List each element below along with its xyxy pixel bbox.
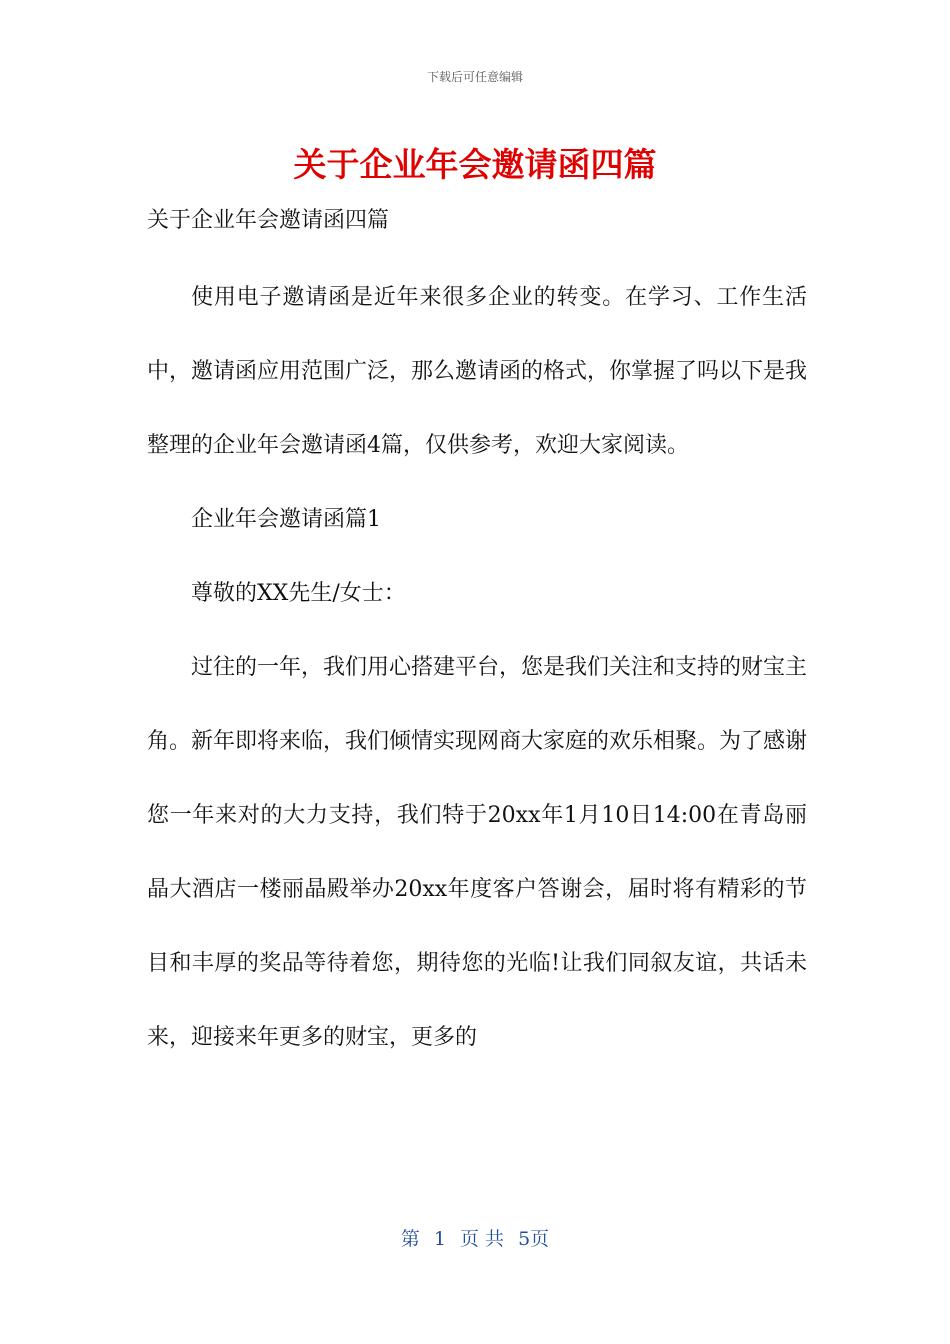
page-footer: [0, 1224, 950, 1251]
document-body: [147, 196, 807, 1075]
document-subtitle: 关于企业年会邀请函四篇: [147, 208, 390, 233]
footer-of-label: 页 共: [460, 1228, 505, 1250]
document-title: 关于企业年会邀请函四篇: [293, 145, 657, 184]
footer-page-label: 第: [400, 1228, 420, 1250]
salutation: 尊敬的XX先生/女士：: [191, 581, 406, 606]
footer-total-pages: 5页: [518, 1228, 550, 1250]
section-heading: 企业年会邀请函篇1: [191, 507, 381, 532]
header-note: 下载后可任意编辑: [426, 70, 523, 84]
footer-current-page: 1: [433, 1228, 446, 1250]
intro-paragraph: 使用电子邀请函是近年来很多企业的转变。在学习、工作生活中，邀请函应用范围广泛，那么邀请函的格式，你掌握了吗以下是我整理的企业年会邀请函4篇，仅供参考，欢迎大家阅读。: [147, 285, 808, 458]
letter-paragraph: 过往的一年，我们用心搭建平台，您是我们关注和支持的财宝主角。新年即将来临，我们倾情实现网商大家庭的欢乐相聚。为了感谢您一年来对的大力支持，我们特于20xx年1月10日14:00在青岛丽晶大酒店一楼丽晶殿举办20xx年度客户答谢会，届时将有精彩的节目和丰厚的奖品等待着您，期待您的光临!让我们同叙友谊，共话未来，迎接来年更多的财宝，更多的: [147, 655, 808, 1050]
